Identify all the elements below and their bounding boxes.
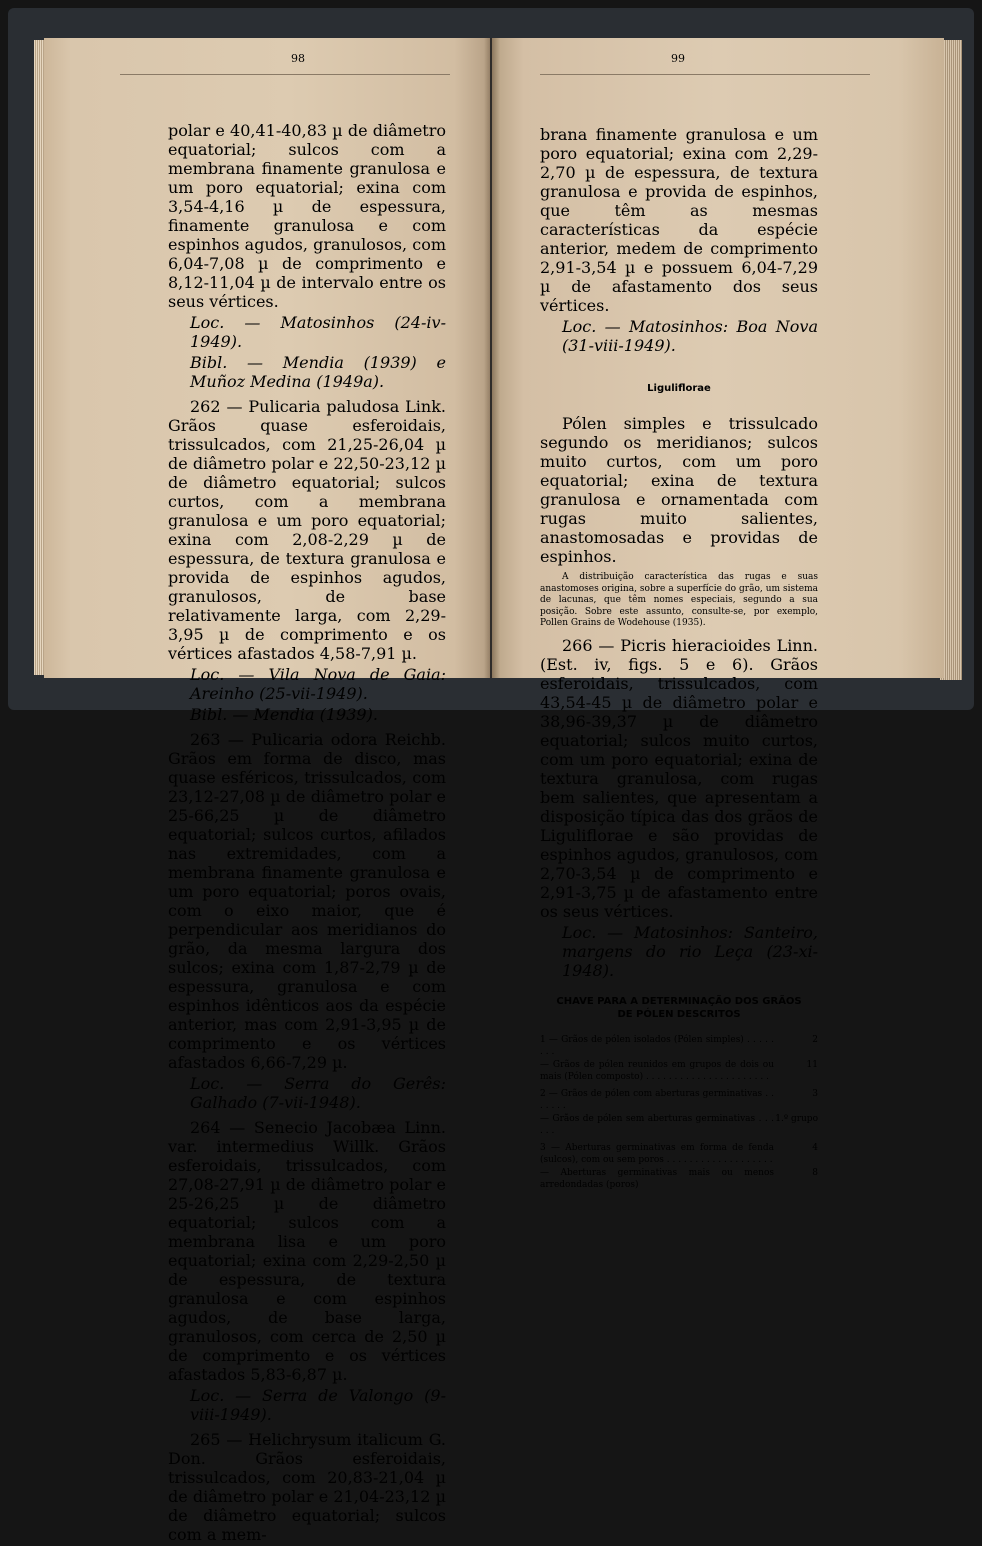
book-gutter (484, 38, 500, 678)
locality-line: Loc. — Serra de Valongo (9-viii-1949). (190, 1386, 446, 1424)
group-description: Pólen simples e trissulcado segundo os meridianos; sulcos muito curtos, com um poro equatorial; exina de textura granulosa e ornamentada com rugas muito salientes, anastomosadas e providas de espinhos. (540, 414, 818, 566)
key-title-line-1: CHAVE PARA A DETERMINAÇÃO DOS GRÃOS (556, 995, 802, 1007)
left-text-column (168, 121, 446, 1546)
header-rule-left (120, 74, 450, 75)
right-text-column (540, 125, 818, 1192)
locality-line: Loc. — Matosinhos: Boa Nova (31-viii-1949). (562, 317, 818, 355)
key-title-line-2: DE PÓLEN DESCRITOS (617, 1008, 741, 1020)
key-row: 1 — Grãos de pólen isolados (Pólen simples) . . . . . . . . 2 (540, 1034, 818, 1057)
key-row: 2 — Grãos de pólen com aberturas germinativas . . . . . . . 3 (540, 1088, 818, 1111)
section-heading-liguliflorae: Liguliflorae (647, 383, 711, 394)
key-row: — Aberturas germinativas mais ou menos arredondadas (poros) 8 (540, 1167, 818, 1190)
locality-line: Loc. — Vila Nova de Gaia: Areinho (25-vii-1949). (190, 665, 446, 703)
header-rule-right (540, 74, 870, 75)
species-entry-263: 263 — Pulicaria odora Reichb. Grãos em forma de disco, mas quase esféricos, trissulcados, com 23,12-27,08 µ de diâmetro polar e 25-66,25 µ de diâmetro equatorial; sulcos curtos, afilados nas extremidades, com a membrana finamente granulosa e um poro equatorial; poros ovais, com o eixo maior, que é perpendicular aos meridianos do grão, da mesma largura dos sulcos; exina com 1,87-2,79 µ de espessura, granulosa e com espinhos idênticos aos da espécie anterior, mas com 2,91-3,95 µ de comprimento e os vértices afastados 6,66-7,29 µ. (168, 730, 446, 1072)
key-row: 3 — Aberturas germinativas em forma de fenda (sulcos), com ou sem poros . . . . . . . . . . . . . . . . . . . 4 (540, 1142, 818, 1165)
species-entry-262: 262 — Pulicaria paludosa Link. Grãos quase esferoidais, trissulcados, com 21,25-26,04 µ de diâmetro polar e 22,50-23,12 µ de diâmetro equatorial; sulcos curtos, com a membrana granulosa e um poro equatorial; exina com 2,08-2,29 µ de espessura, de textura granulosa e provida de espinhos agudos, granulosos, de base relativamente larga, com 2,29-3,95 µ de comprimento e os vértices afastados 4,58-7,91 µ. (168, 397, 446, 663)
bibliography-line: Bibl. — Mendia (1939) e Muñoz Medina (1949a). (190, 353, 446, 391)
page-number-right: 99 (671, 52, 685, 65)
key-row: — Grãos de pólen reunidos em grupos de dois ou mais (Pólen composto) . . . . . . . . . . . . . . . . . . . . . . 11 (540, 1059, 818, 1082)
locality-line: Loc. — Matosinhos: Santeiro, margens do rio Leça (23-xi-1948). (562, 922, 818, 980)
paragraph: polar e 40,41-40,83 µ de diâmetro equatorial; sulcos com a membrana finamente granulosa e um poro equatorial; exina com 3,54-4,16 µ de espessura, finamente granulosa e com espinhos agudos, granulosos, com 6,04-7,08 µ de comprimento e 8,12-11,04 µ de intervalo entre os seus vértices. (168, 121, 446, 311)
locality-line: Loc. — Matosinhos (24-iv-1949). (190, 313, 446, 351)
species-entry-266: 266 — Picris hieracioides Linn. (Est. iv, figs. 5 e 6). Grãos esferoidais, trissulcados, com 43,54-45 µ de diâmetro polar e 38,96-39,37 µ de diâmetro equatorial; sulcos muito curtos, com um poro equatorial; exina de textura granulosa, com rugas bem salientes, que apresentam a disposição típica das dos grãos de Liguliflorae e são providas de espinhos agudos, granulosos, com 2,70-3,54 µ de comprimento e 2,91-3,75 µ de afastamento entre os seus vértices. (540, 635, 818, 921)
paragraph: brana finamente granulosa e um poro equatorial; exina com 2,29-2,70 µ de espessura, de textura granulosa e provida de espinhos, que têm as mesmas características da espécie anterior, medem de comprimento 2,91-3,54 µ e possuem 6,04-7,29 µ de afastamento dos seus vértices. (540, 125, 818, 315)
page-number-left: 98 (291, 52, 305, 65)
species-entry-264: 264 — Senecio Jacobæa Linn. var. intermedius Willk. Grãos esferoidais, trissulcados, com 27,08-27,91 µ de diâmetro polar e 25-26,25 µ de diâmetro equatorial; sulcos com a membrana lisa e um poro equatorial; exina com 2,29-2,50 µ de espessura, de textura granulosa e com espinhos agudos, de base larga, granulosos, com cerca de 2,50 µ de comprimento e os vértices afastados 5,83-6,87 µ. (168, 1118, 446, 1384)
identification-key (540, 1034, 818, 1192)
species-entry-265: 265 — Helichrysum italicum G. Don. Grãos esferoidais, trissulcados, com 20,83-21,04 µ de diâmetro polar e 21,04-23,12 µ de diâmetro equatorial; sulcos com a mem- (168, 1430, 446, 1544)
bibliography-line: Bibl. — Mendia (1939). (190, 705, 378, 724)
footnote-paragraph: A distribuição característica das rugas e suas anastomoses origina, sobre a superfície do grão, um sistema de lacunas, que têm nomes especiais, segundo a sua posição. Sobre este assunto, consulte-se, por exemplo, Pollen Grains de Wodehouse (1935). (540, 572, 818, 628)
locality-line: Loc. — Serra do Gerês: Galhado (7-vii-1948). (190, 1074, 446, 1112)
key-row: — Grãos de pólen sem aberturas germinativas . . . . . . 1.º grupo (540, 1113, 818, 1136)
